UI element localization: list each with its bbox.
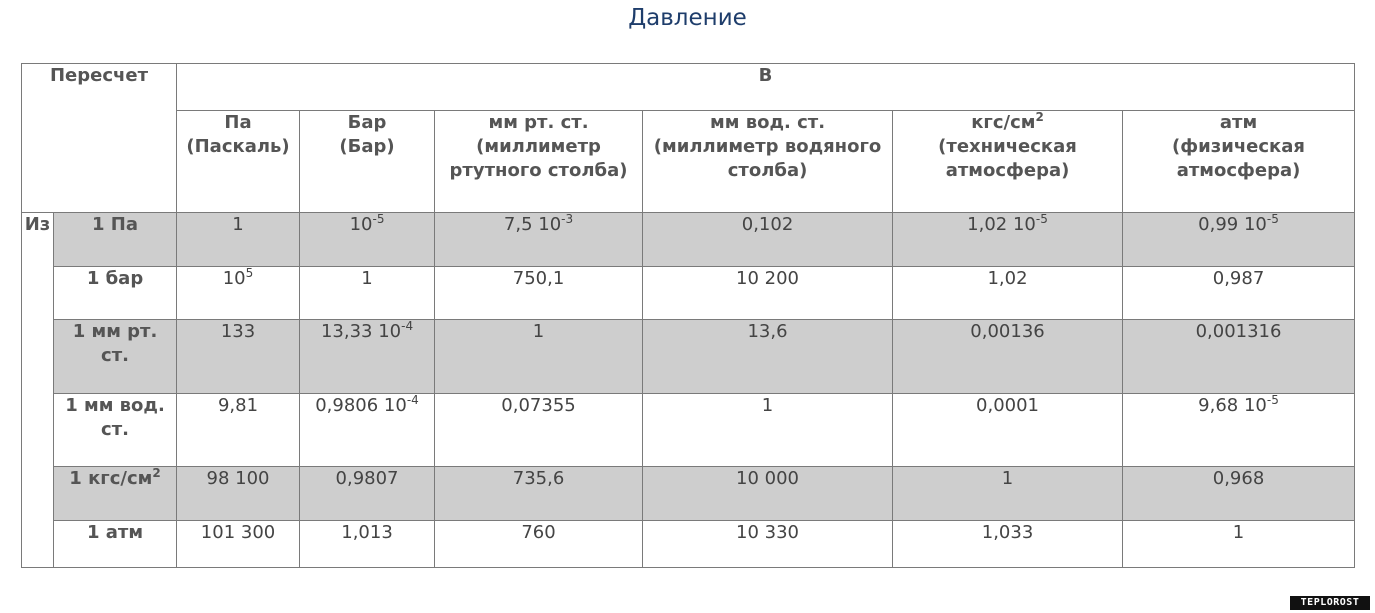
page-title: Давление (628, 5, 747, 31)
column-header-line: (миллиметр водяного (653, 136, 882, 158)
table-cell: 0,9807 (300, 467, 435, 520)
table-cell: 9,81 (177, 393, 300, 467)
table-cell: 1,02 (893, 266, 1123, 319)
column-header-line: (Бар) (339, 136, 395, 158)
table-cell: 1 (435, 320, 643, 394)
column-header-atm (1123, 111, 1355, 213)
table-cell: 0,968 (1123, 467, 1355, 520)
table-cell (300, 213, 435, 266)
table-cell: 0,0001 (893, 393, 1123, 467)
cell-value: 7,5 10 (503, 214, 562, 236)
to-units-header: В (177, 64, 1355, 111)
table-cell (893, 213, 1123, 266)
superscript: -5 (372, 212, 385, 227)
table-cell: 1,013 (300, 520, 435, 567)
table-row (22, 467, 1355, 520)
row-header: 1 Па (54, 213, 177, 266)
column-header-line: (Паскаль) (186, 136, 290, 158)
superscript: -4 (401, 319, 414, 334)
table-row (22, 320, 1355, 394)
table-cell: 0,07355 (435, 393, 643, 467)
row-header-line: ст. (101, 418, 129, 440)
column-header-line: мм вод. ст. (710, 112, 826, 134)
column-header-line: атмосфера) (945, 160, 1070, 182)
superscript: 2 (152, 466, 161, 481)
column-header-line: столба) (727, 160, 808, 182)
column-header-line: атм (1219, 112, 1258, 134)
superscript: -5 (1035, 212, 1048, 227)
table-cell: 735,6 (435, 467, 643, 520)
row-header-line: 1 кгс/см (69, 468, 153, 490)
cell-value: 13,33 10 (320, 321, 402, 343)
table-cell: 1 (643, 393, 893, 467)
row-header: 1 бар (54, 266, 177, 319)
superscript: -5 (1266, 392, 1279, 407)
conversion-corner-header: Пересчет (22, 64, 177, 213)
row-header (54, 393, 177, 467)
row-header (54, 467, 177, 520)
column-header-line: (техническая (938, 136, 1077, 158)
cell-value: 0,99 10 (1198, 214, 1267, 236)
table-cell: 760 (435, 520, 643, 567)
row-header-line: 1 мм рт. (72, 321, 158, 343)
table-cell: 1 (1123, 520, 1355, 567)
column-header-line: (миллиметр (476, 136, 601, 158)
cell-value: 10 (349, 214, 373, 236)
table-cell (177, 266, 300, 319)
superscript: -4 (406, 392, 419, 407)
table-row (22, 393, 1355, 467)
table-cell: 98 100 (177, 467, 300, 520)
row-header: 1 атм (54, 520, 177, 567)
cell-value: 10 (222, 267, 246, 289)
column-header-line: ртутного столба) (449, 160, 628, 182)
table-cell: 0,102 (643, 213, 893, 266)
column-header-bar (300, 111, 435, 213)
column-header-mmh2o (643, 111, 893, 213)
column-header-line: атмосфера) (1176, 160, 1301, 182)
table-cell: 1 (300, 266, 435, 319)
superscript: -5 (1266, 212, 1279, 227)
table-cell: 1 (177, 213, 300, 266)
table-cell (1123, 213, 1355, 266)
row-header (54, 320, 177, 394)
from-units-header: Из (22, 213, 54, 568)
column-header-line: Па (224, 112, 252, 134)
table-row (22, 213, 1355, 266)
table-cell: 750,1 (435, 266, 643, 319)
column-header-line: Бар (347, 112, 387, 134)
column-header-line: кгс/см (971, 112, 1036, 134)
superscript: -3 (561, 212, 574, 227)
column-header-line: (физическая (1172, 136, 1305, 158)
pressure-conversion-table (21, 63, 1355, 568)
superscript: 5 (245, 265, 254, 280)
row-header-line: ст. (101, 345, 129, 367)
table-cell (300, 320, 435, 394)
table-row (22, 266, 1355, 319)
table-cell: 133 (177, 320, 300, 394)
table-cell: 0,00136 (893, 320, 1123, 394)
table-row (22, 520, 1355, 567)
cell-value: 1,02 10 (967, 214, 1036, 236)
table-cell: 0,001316 (1123, 320, 1355, 394)
table-cell: 1,033 (893, 520, 1123, 567)
table-cell: 10 330 (643, 520, 893, 567)
table-cell: 10 000 (643, 467, 893, 520)
table-cell (435, 213, 643, 266)
row-header-line: 1 мм вод. (65, 394, 165, 416)
table-cell: 13,6 (643, 320, 893, 394)
watermark: TEPLOROST (1290, 596, 1370, 610)
column-header-kgf-cm2 (893, 111, 1123, 213)
table-cell: 101 300 (177, 520, 300, 567)
table-cell: 10 200 (643, 266, 893, 319)
column-header-mmhg (435, 111, 643, 213)
table-cell (300, 393, 435, 467)
column-header-line: мм рт. ст. (488, 112, 589, 134)
cell-value: 0,9806 10 (315, 394, 407, 416)
cell-value: 9,68 10 (1198, 394, 1267, 416)
table-cell: 1 (893, 467, 1123, 520)
table-cell: 0,987 (1123, 266, 1355, 319)
superscript: 2 (1035, 110, 1044, 125)
column-header-pa (177, 111, 300, 213)
table-cell (1123, 393, 1355, 467)
